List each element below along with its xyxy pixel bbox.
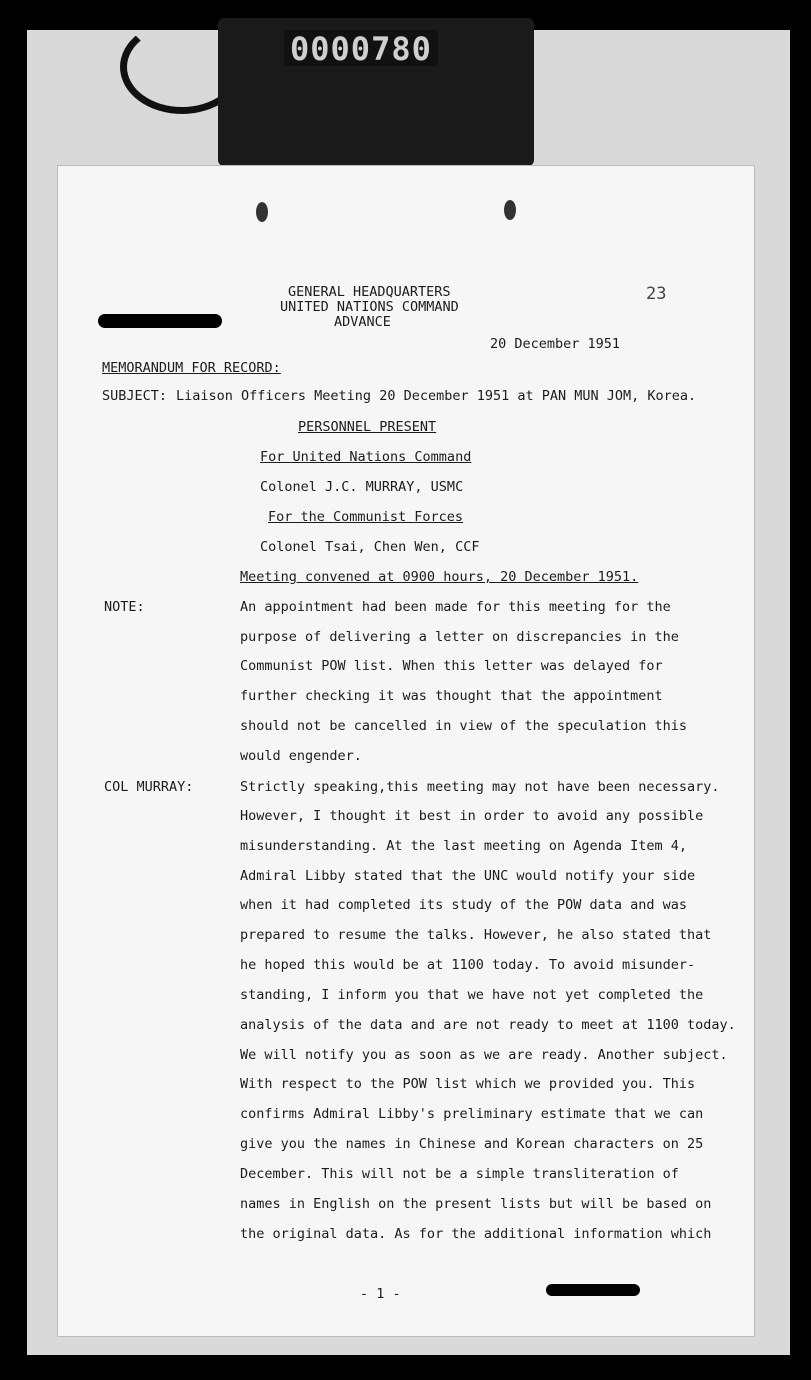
redaction-bar-top bbox=[98, 314, 222, 328]
murray-line: names in English on the present lists but will be based on bbox=[240, 1196, 712, 1212]
murray-line: he hoped this would be at 1100 today. To avoid misunder- bbox=[240, 957, 696, 973]
murray-line: With respect to the POW list which we provided you. This bbox=[240, 1076, 696, 1092]
murray-line: standing, I inform you that we have not yet completed the bbox=[240, 987, 704, 1003]
note-line: further checking it was thought that the appointment bbox=[240, 688, 663, 704]
handwritten-page-mark: 23 bbox=[646, 284, 667, 304]
punch-hole-right bbox=[504, 200, 516, 220]
personnel-heading: PERSONNEL PRESENT bbox=[298, 419, 437, 435]
redaction-bar-bottom bbox=[546, 1284, 640, 1296]
note-line: Communist POW list. When this letter was delayed for bbox=[240, 658, 663, 674]
murray-line: confirms Admiral Libby's preliminary estimate that we can bbox=[240, 1106, 704, 1122]
meeting-convened: Meeting convened at 0900 hours, 20 December 1951. bbox=[240, 569, 639, 585]
cf-heading: For the Communist Forces bbox=[268, 509, 464, 525]
subject-label: SUBJECT: bbox=[102, 388, 168, 404]
murray-line: December. This will not be a simple transliteration of bbox=[240, 1166, 679, 1182]
page-number: - 1 - bbox=[360, 1286, 401, 1302]
header-line-3: ADVANCE bbox=[334, 314, 391, 330]
punch-hole-left bbox=[256, 202, 268, 222]
header-line-2: UNITED NATIONS COMMAND bbox=[280, 299, 459, 315]
murray-line: the original data. As for the additional information which bbox=[240, 1226, 712, 1242]
murray-line: misunderstanding. At the last meeting on Agenda Item 4, bbox=[240, 838, 688, 854]
note-line: should not be cancelled in view of the speculation this bbox=[240, 718, 688, 734]
note-line: would engender. bbox=[240, 748, 362, 764]
murray-line: analysis of the data and are not ready to meet at 1100 today. bbox=[240, 1017, 736, 1033]
memo-title: MEMORANDUM FOR RECORD: bbox=[102, 360, 281, 376]
subject-text: Liaison Officers Meeting 20 December 1951 at PAN MUN JOM, Korea. bbox=[176, 388, 697, 404]
murray-line: when it had completed its study of the POW data and was bbox=[240, 897, 688, 913]
document-page bbox=[58, 166, 754, 1336]
cf-member: Colonel Tsai, Chen Wen, CCF bbox=[260, 539, 480, 555]
murray-line: However, I thought it best in order to avoid any possible bbox=[240, 808, 704, 824]
murray-line: Admiral Libby stated that the UNC would notify your side bbox=[240, 868, 696, 884]
memo-date: 20 December 1951 bbox=[490, 336, 621, 352]
murray-line: Strictly speaking,this meeting may not have been necessary. bbox=[240, 779, 720, 795]
murray-line: give you the names in Chinese and Korean characters on 25 bbox=[240, 1136, 704, 1152]
murray-line: We will notify you as soon as we are ready. Another subject. bbox=[240, 1047, 728, 1063]
murray-label: COL MURRAY: bbox=[104, 779, 194, 795]
note-line: purpose of delivering a letter on discrepancies in the bbox=[240, 629, 679, 645]
note-line: An appointment had been made for this meeting for the bbox=[240, 599, 671, 615]
unc-member: Colonel J.C. MURRAY, USMC bbox=[260, 479, 464, 495]
frame-counter: 0000780 bbox=[284, 30, 438, 66]
murray-line: prepared to resume the talks. However, he also stated that bbox=[240, 927, 712, 943]
header-line-1: GENERAL HEADQUARTERS bbox=[288, 284, 451, 300]
unc-heading: For United Nations Command bbox=[260, 449, 472, 465]
note-label: NOTE: bbox=[104, 599, 145, 615]
